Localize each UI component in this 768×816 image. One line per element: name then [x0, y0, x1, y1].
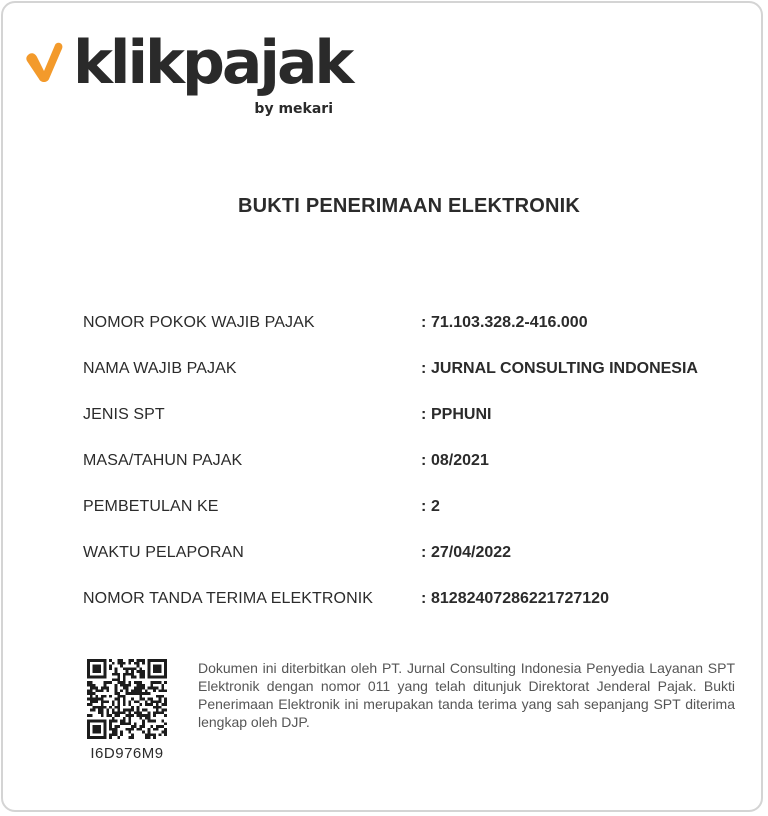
field-separator: : [421, 498, 427, 515]
field-separator: : [421, 544, 427, 561]
document-note: Dokumen ini diterbitkan oleh PT. Jurnal Consulting Indonesia Penyedia Layanan SPT Elektronik dengan nomor 011 yang telah ditunjuk Direktorat Jenderal Pajak. Bukti Penerimaan Elektronik ini merupakan tanda terima yang sah sepanjang SPT diterima lengkap oleh DJP. [198, 660, 735, 730]
field-separator: : [421, 590, 427, 607]
field-label: NAMA WAJIB PAJAK [83, 360, 237, 377]
field-label: MASA/TAHUN PAJAK [83, 452, 243, 469]
field-value: JURNAL CONSULTING INDONESIA [431, 360, 698, 377]
klikpajak-logo [25, 28, 352, 124]
field-row-tax-period [83, 449, 723, 495]
field-value: 2 [431, 498, 440, 515]
field-row-taxpayer-name [83, 357, 723, 403]
field-label: WAKTU PELAPORAN [83, 544, 244, 561]
field-row-spt-type [83, 403, 723, 449]
field-row-npwp [83, 311, 723, 357]
field-row-receipt-number [83, 587, 723, 633]
qr-code-icon [87, 659, 167, 739]
field-separator: : [421, 360, 427, 377]
field-separator: : [421, 452, 427, 469]
field-label: NOMOR POKOK WAJIB PAJAK [83, 314, 315, 331]
receipt-card [1, 1, 763, 812]
receipt-fields [83, 311, 723, 633]
document-title: BUKTI PENERIMAAN ELEKTRONIK [237, 195, 581, 217]
qr-code-text: I6D976M9 [90, 745, 164, 762]
field-value: PPHUNI [431, 406, 492, 423]
field-separator: : [421, 406, 427, 423]
field-row-revision [83, 495, 723, 541]
field-value: 27/04/2022 [431, 544, 512, 561]
field-label: NOMOR TANDA TERIMA ELEKTRONIK [83, 590, 374, 607]
field-value: 08/2021 [431, 452, 489, 469]
brand-name: klikpajak [73, 28, 352, 98]
field-value: 81282407286221727120 [431, 590, 609, 607]
field-row-report-time [83, 541, 723, 587]
field-value: 71.103.328.2-416.000 [431, 314, 588, 331]
field-label: JENIS SPT [83, 406, 165, 423]
checkmark-logo-icon [25, 41, 65, 85]
field-separator: : [421, 314, 427, 331]
field-label: PEMBETULAN KE [83, 498, 219, 515]
brand-tagline: by mekari [254, 101, 333, 117]
